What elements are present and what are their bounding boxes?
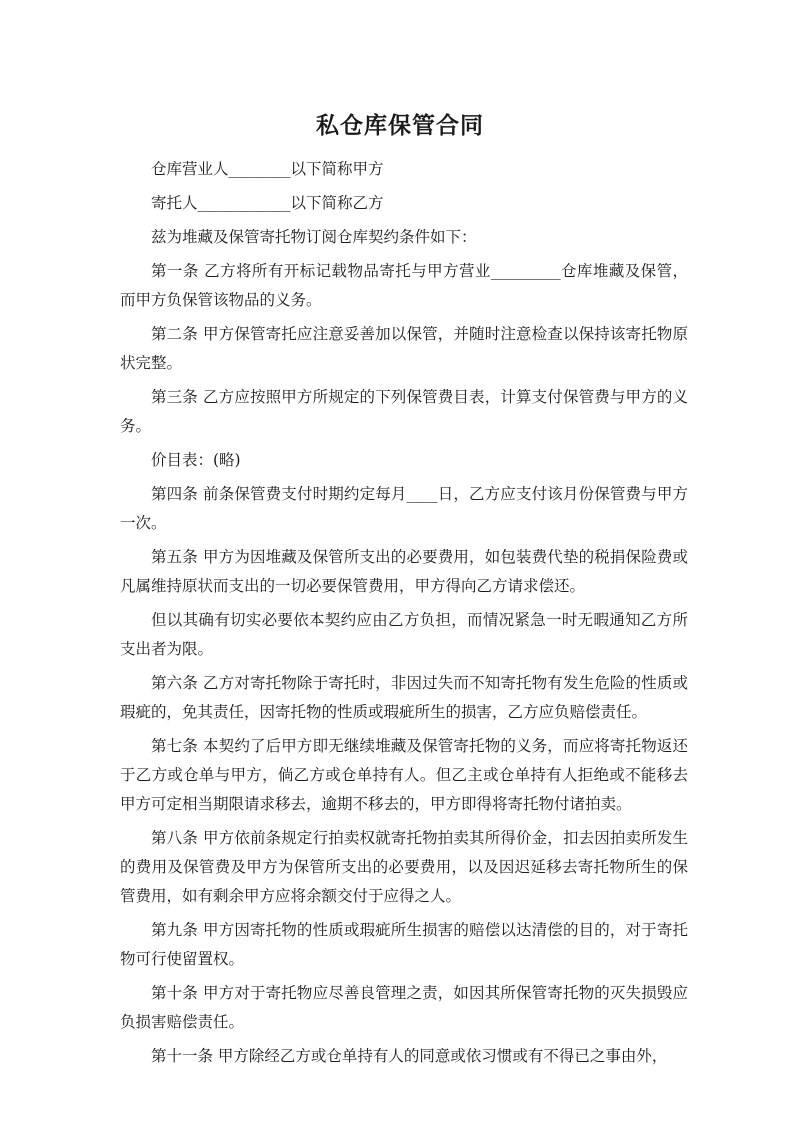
paragraph-article-5-proviso: 但以其确有切实必要依本契约应由乙方负担，而情况紧急一时无暇通知乙方所支出者为限。: [120, 611, 688, 658]
paragraph-article-1: 第一条 乙方将所有开标记载物品寄托与甲方营业_________仓库堆藏及保管，而甲方负保管该物品的义务。: [120, 262, 688, 309]
paragraph-article-7: 第七条 本契约了后甲方即无继续堆藏及保管寄托物的义务，而应将寄托物返还于乙方或仓单与甲方，倘乙方或仓单持有人。但乙主或仓单持有人拒绝或不能移去甲方可定相当期限请求移去，逾期不移去的，甲方即得将寄托物付诸拍卖。: [120, 737, 688, 813]
paragraph-article-2: 第二条 甲方保管寄托应注意妥善加以保管，并随时注意检查以保持该寄托物原状完整。: [120, 325, 688, 372]
paragraph-warehouse-operator: 仓库营业人________以下简称甲方: [151, 160, 384, 178]
paragraph-depositor: 寄托人____________以下简称乙方: [151, 194, 384, 212]
paragraph-price-list: 价目表：(略): [151, 451, 241, 469]
paragraph-article-9: 第九条 甲方因寄托物的性质或瑕疵所生损害的赔偿以达清偿的目的，对于寄托物可行使留置权。: [120, 921, 688, 968]
paragraph-article-4: 第四条 前条保管费支付时期约定每月____日，乙方应支付该月份保管费与甲方一次。: [120, 485, 688, 532]
paragraph-article-6: 第六条 乙方对寄托物除于寄托时，非因过失而不知寄托物有发生危险的性质或瑕疵的，免其责任，因寄托物的性质或瑕疵所生的损害，乙方应负赔偿责任。: [120, 674, 688, 721]
paragraph-article-3: 第三条 乙方应按照甲方所规定的下列保管费目表，计算支付保管费与甲方的义务。: [120, 388, 688, 435]
paragraph-article-10: 第十条 甲方对于寄托物应尽善良管理之责，如因其所保管寄托物的灭失损毁应负损害赔偿责任。: [120, 984, 688, 1031]
paragraph-article-5: 第五条 甲方为因堆藏及保管所支出的必要费用，如包装费代垫的税捐保险费或凡属维持原状而支出的一切必要保管费用，甲方得向乙方请求偿还。: [120, 548, 688, 595]
paragraph-article-11: 第十一条 甲方除经乙方或仓单持有人的同意或依习惯或有不得已之事由外，: [151, 1047, 668, 1065]
paragraph-article-8: 第八条 甲方依前条规定行拍卖权就寄托物拍卖其所得价金，扣去因拍卖所发生的费用及保管费及甲方为保管所支出的必要费用，以及因迟延移去寄托物所生的保管费用，如有剩余甲方应将余额交付于应得之人。: [120, 829, 688, 905]
document-body: [120, 155, 688, 1071]
page-title: 私仓库保管合同: [316, 113, 484, 139]
paragraph-preamble: 兹为堆藏及保管寄托物订阅仓库契约条件如下：: [151, 228, 477, 246]
